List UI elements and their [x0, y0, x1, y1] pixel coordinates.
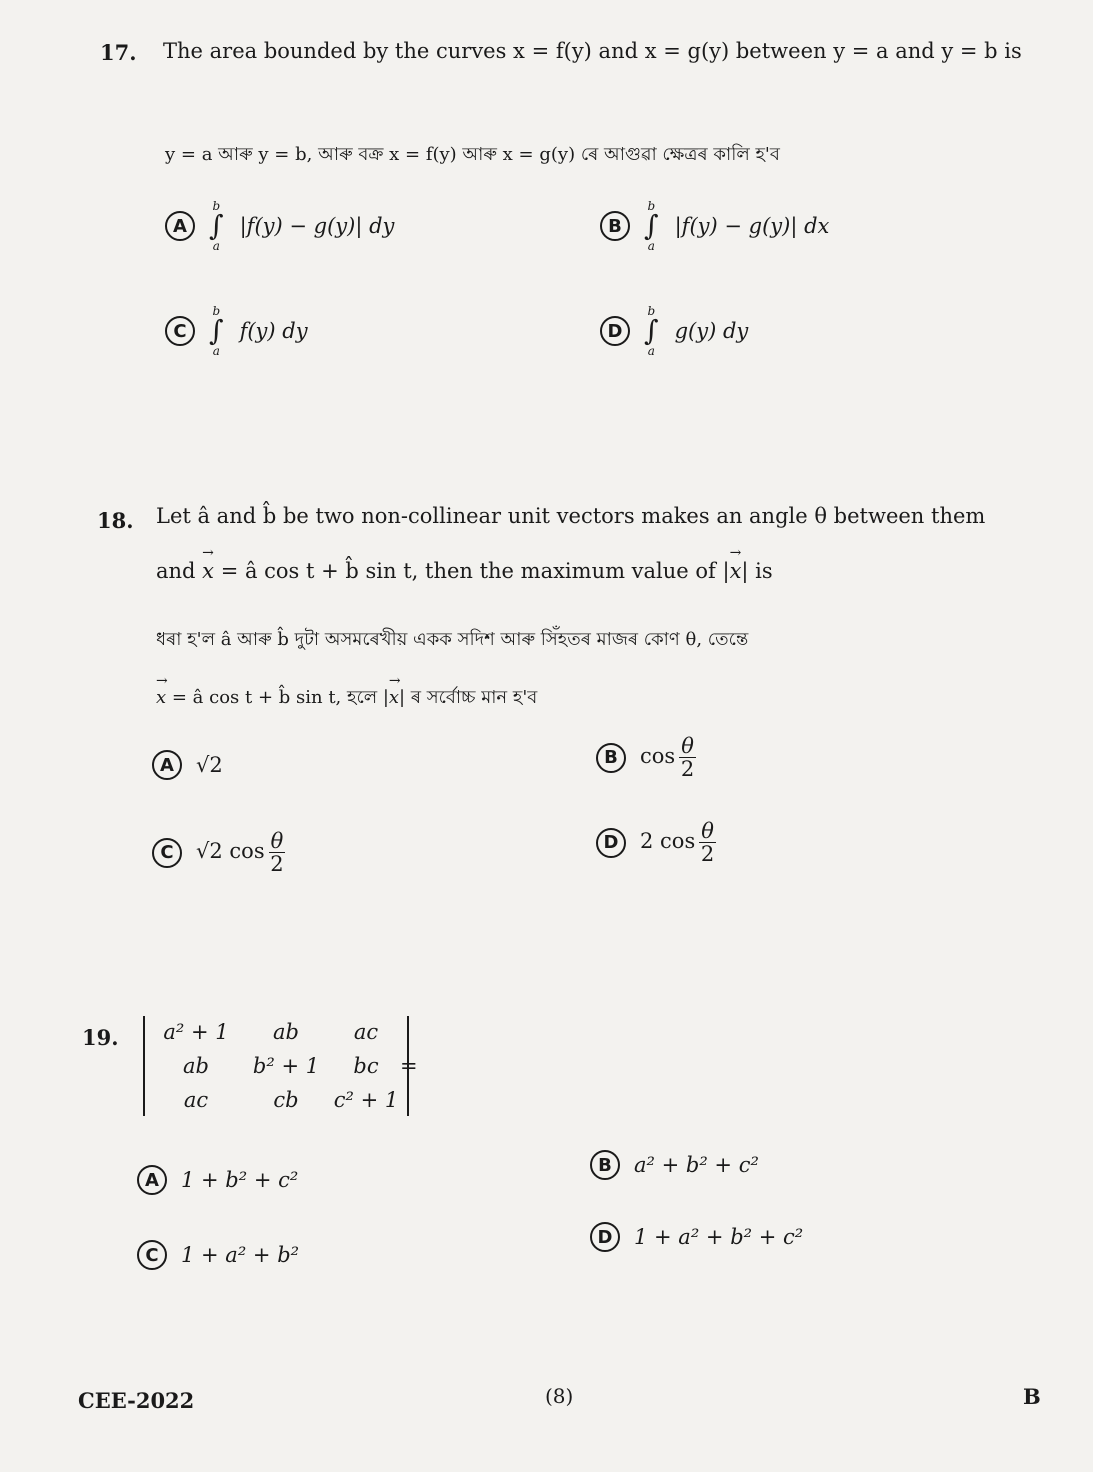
option-text: 1 + a² + b² + c² — [634, 1225, 804, 1249]
option-label: A — [152, 750, 182, 780]
question-18-assamese-1: ধৰা হ'ল â আৰু b̂ দুটা অসমৰেখীয় একক সদিশ আৰু সিঁহতৰ মাজৰ কোণ θ, তেন্তে — [156, 629, 749, 650]
option-label: B — [600, 211, 630, 241]
vector-x: → x — [730, 558, 742, 585]
vector-x: → x — [156, 687, 166, 708]
option-label: D — [590, 1222, 620, 1252]
question-18-number: 18. — [97, 508, 134, 533]
q17-option-b[interactable] — [600, 200, 829, 252]
matrix-cell: ab — [273, 1020, 299, 1044]
integral-sign: b ∫ a — [644, 304, 659, 358]
q19-option-b[interactable] — [590, 1150, 759, 1180]
option-text: 1 + b² + c² — [181, 1168, 299, 1192]
option-text: 1 + a² + b² — [181, 1243, 300, 1267]
question-17-assamese: y = a আৰু y = b, আৰু বক্ৰ x = f(y) আৰু x = g(y) ৰে আগুৱা ক্ষেত্ৰৰ কালি হ'ব — [165, 144, 780, 165]
option-label: A — [137, 1165, 167, 1195]
q19-option-d[interactable] — [590, 1222, 803, 1252]
booklet-set: B — [1023, 1384, 1041, 1409]
option-label: C — [137, 1240, 167, 1270]
option-label: B — [596, 743, 626, 773]
matrix-cell: a² + 1 — [163, 1020, 229, 1044]
option-label: D — [596, 828, 626, 858]
q18-option-a[interactable] — [152, 750, 223, 780]
option-text: 2 cos $\frac{\theta}{2}$ — [640, 819, 715, 867]
option-text: √2 — [196, 753, 223, 777]
exam-code: CEE-2022 — [78, 1388, 195, 1413]
q18-option-d[interactable] — [596, 820, 716, 865]
q18-option-c[interactable] — [152, 830, 285, 875]
vector-x: → x — [202, 558, 214, 585]
matrix-cell: ac — [183, 1088, 209, 1112]
option-text: √2 cos $\frac{\theta}{2}$ — [196, 829, 284, 877]
q19-option-a[interactable] — [137, 1165, 298, 1195]
q17-option-c[interactable] — [165, 305, 308, 357]
question-17-number: 17. — [100, 40, 137, 65]
matrix-cell: cb — [273, 1088, 299, 1112]
q17-option-d[interactable] — [600, 305, 748, 357]
matrix-cell: bc — [353, 1054, 379, 1078]
integral-sign: b ∫ a — [209, 199, 224, 253]
option-label: B — [590, 1150, 620, 1180]
option-label: C — [152, 838, 182, 868]
option-label: D — [600, 316, 630, 346]
determinant-matrix — [143, 1016, 409, 1116]
question-18-line2: and → x = â cos t + b̂ sin t, then the maximum value of |→ x| is — [156, 558, 773, 585]
option-text: a² + b² + c² — [634, 1153, 759, 1177]
question-18-line1: Let â and b̂ be two non-collinear unit vectors makes an angle θ between them — [156, 504, 986, 528]
option-text: |f(y) − g(y)| dy — [239, 214, 395, 238]
option-text: |f(y) − g(y)| dx — [674, 214, 830, 238]
question-17-text: The area bounded by the curves x = f(y) and x = g(y) between y = a and y = b is — [163, 39, 1022, 63]
question-18-assamese-2: → x = â cos t + b̂ sin t, হলে |→ x| ৰ সৰ্বোচ্চ মান হ'ব — [156, 683, 537, 714]
matrix-cell: b² + 1 — [252, 1054, 320, 1078]
integral-sign: b ∫ a — [644, 199, 659, 253]
q17-option-a[interactable] — [165, 200, 394, 252]
matrix-cell: ac — [353, 1020, 379, 1044]
q19-option-c[interactable] — [137, 1240, 299, 1270]
page-number: (8) — [545, 1384, 574, 1408]
option-text: cos $\frac{\theta}{2}$ — [640, 734, 695, 782]
matrix-cell: ab — [183, 1054, 209, 1078]
vector-x: → x — [389, 687, 399, 708]
option-text: g(y) dy — [674, 319, 749, 343]
equals-sign: = — [400, 1054, 418, 1078]
option-label: A — [165, 211, 195, 241]
option-label: C — [165, 316, 195, 346]
question-19-number: 19. — [82, 1025, 119, 1050]
integral-sign: b ∫ a — [209, 304, 224, 358]
option-text: f(y) dy — [239, 319, 308, 343]
q18-option-b[interactable] — [596, 735, 696, 780]
matrix-cell: c² + 1 — [333, 1088, 399, 1112]
